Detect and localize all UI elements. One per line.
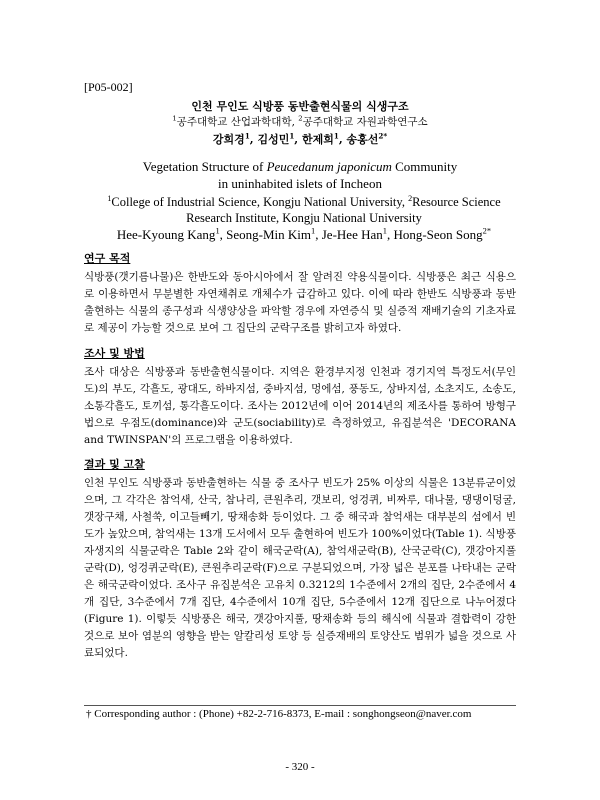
- affiliation-marker: 2: [298, 114, 303, 123]
- affiliation-en-1: College of Industrial Science, Kongju National University,: [111, 195, 409, 209]
- title-en-suffix: Community: [391, 159, 458, 174]
- author-marker: 1: [311, 225, 316, 236]
- author-ko: , 한제희: [294, 133, 334, 146]
- author-marker: 2*: [482, 225, 492, 236]
- section-objective: [84, 250, 516, 337]
- author-en: , Seong-Min Kim: [219, 227, 312, 242]
- section-body: 조사 대상은 식방풍과 동반출현식물이다. 지역은 환경부지정 인천과 경기지역 특정도서(무인도)의 부도, 각흘도, 광대도, 하바지섬, 중바지섬, 멍에섬, 풍동도, 상바지섬, 소초지도, 소송도, 소통각흘도, 토끼섬, 통각흘도이다. 조사는 2012년에 이어 2014년의 제조사를 통하여 방형구법으로 우점도(dominance)와 군도(sociability)로 측정하였고, 유집분석은 'DECORANA and TWINSPAN'의 프로그램을 이용하였다.: [84, 366, 516, 446]
- affiliation-marker: 1: [107, 193, 112, 203]
- section-methods: [84, 345, 516, 449]
- section-heading: 조사 및 방법: [84, 347, 145, 360]
- author-marker: 1: [215, 225, 220, 236]
- corresponding-author: Corresponding author : (Phone) +82-2-716-8373, E-mail : songhongseon@naver.com: [91, 708, 472, 720]
- dagger-mark: †: [86, 708, 92, 720]
- footnote-divider: [84, 705, 516, 706]
- species-name: Peucedanum japonicum: [266, 159, 392, 174]
- section-body: 인천 무인도 식방풍과 동반출현하는 식물 중 조사구 빈도가 25% 이상의 식물은 13분류군이었으며, 그 각각은 참억새, 산국, 참나리, 큰원추리, 갯보리, 엉겅퀴, 비짜루, 대나물, 댕댕이덩굴, 갯장구채, 사철쑥, 이고들빼기, 땅채송화 등이었다. 그 중 해국과 참억새는 대부분의 섬에서 빈도가 높았으며, 참억새는 13개 도서에서 모두 출현하여 빈도가 100%이었다(Table 1). 식방풍 자생지의 식물군락은 Table 2와 같이 해국군락(A), 참억새군락(B), 산국군락(C), 갯강아지풀군락(D), 엉겅퀴군락(E), 큰원추리군락(F)으로 구분되었으며, 가장 넓은 분포를 나타내는 군락은 해국군락이었다. 조사구 유집분석은 고유치 0.3212의 1수준에서 2개의 집단, 2수준에서 4개 집단, 3수준에서 7개 집단, 4수준에서 10개 집단, 5수준에서 12개 집단으로 나누어졌다(Figure 1). 이렇듯 식방풍은 해국, 갯강아지풀, 땅채송화 등의 해식에 식물과 결합력이 강한 것으로 보아 염분의 영향을 받는 알칼리성 토양 등 실증재배의 토양산도 범위가 넓을 것으로 사료되었다.: [84, 477, 516, 659]
- affiliation-ko-2: 공주대학교 자원과학연구소: [302, 116, 428, 128]
- author-en: , Je-Hee Han: [315, 227, 383, 242]
- title-english: [0, 158, 600, 175]
- affiliations-korean: [0, 114, 600, 129]
- footnote: [86, 708, 471, 720]
- author-marker: 1: [382, 225, 387, 236]
- author-ko: , 김성민: [249, 133, 290, 146]
- author-ko: 강희경: [212, 133, 245, 146]
- author-ko: , 송홍선: [338, 133, 379, 146]
- section-body: 식방풍(갯기름나물)은 한반도와 동아시아에서 잘 알려진 약용식물이다. 식방풍은 최근 식용으로 이용하면서 무분별한 자연채취로 개체수가 급감하고 있다. 이에 따라 한반도 식방풍과 동반출현하는 식물의 종구성과 식생양상을 파악할 경우에 자연증식 및 실증적 재배기술의 기초자료로 제공이 가능할 것으로 보여 그 집단의 군락구조를 밝히고자 하였다.: [84, 271, 516, 334]
- author-marker: 1: [289, 131, 295, 141]
- title-english-line2: in uninhabited islets of Incheon: [218, 176, 382, 191]
- author-en: , Hong-Seon Song: [386, 227, 483, 242]
- title-en-prefix: Vegetation Structure of: [142, 159, 267, 174]
- authors-korean: [0, 131, 600, 147]
- page-number: - 320 -: [285, 761, 315, 773]
- affiliations-english: [84, 194, 524, 226]
- author-marker: 1: [244, 131, 250, 141]
- section-heading: 연구 목적: [84, 252, 131, 265]
- section-heading: 결과 및 고찰: [84, 458, 145, 471]
- title-korean: 인천 무인도 식방풍 동반출현식물의 식생구조: [191, 100, 409, 113]
- affiliation-marker: 2: [408, 193, 413, 203]
- author-en: Hee-Kyoung Kang: [116, 227, 216, 242]
- section-results: [84, 456, 516, 662]
- author-marker: 1: [333, 131, 339, 141]
- abstract-code: [P05-002]: [84, 80, 133, 94]
- affiliation-ko-1: 공주대학교 산업과학대학,: [176, 116, 299, 128]
- affiliation-marker: 1: [172, 114, 177, 123]
- affiliation-en-2: Resource Science Research Institute, Kongju National University: [186, 195, 501, 225]
- authors-english: [84, 227, 524, 243]
- author-marker: 2*: [378, 131, 388, 141]
